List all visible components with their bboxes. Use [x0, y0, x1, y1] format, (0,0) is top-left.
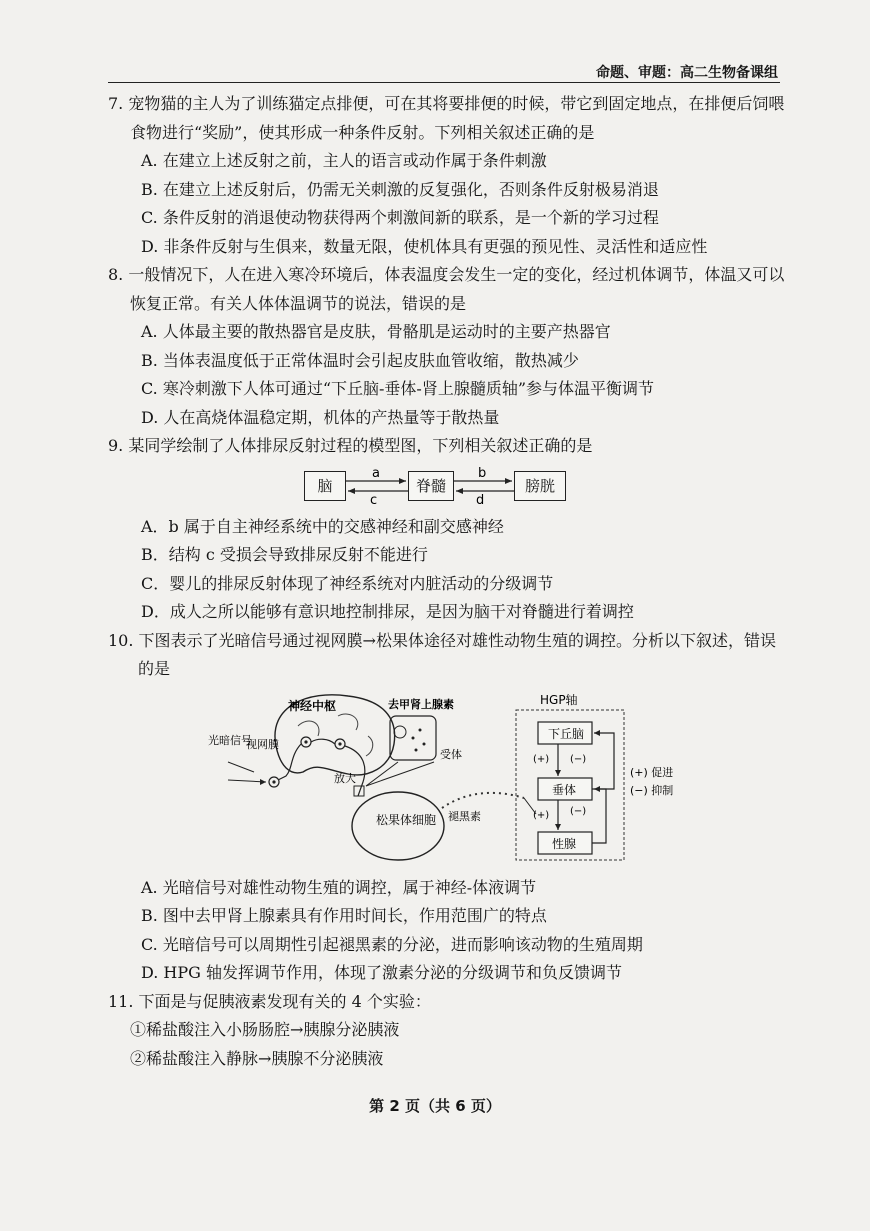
hgp-axis-label: HGP轴: [540, 692, 578, 707]
question-8-option-c: C. 寒冷刺激下人体可通过“下丘脑-垂体-肾上腺髓质轴”参与体温平衡调节: [141, 379, 655, 398]
question-11-stem: 11. 下面是与促胰液素发现有关的 4 个实验：: [108, 991, 431, 1011]
arrow-label-c: c: [370, 492, 378, 507]
question-8-stem: 8. 一般情况下，人在进入寒冷环境后，体表温度会发生一定的变化，经过机体调节，体温又可以恢复正常。有关人体体温调节的说法，错误的是: [108, 265, 785, 313]
signal-arrowhead: [260, 779, 266, 785]
question-9-option-a: A．b 属于自主神经系统中的交感神经和副交感神经: [141, 516, 504, 536]
question-7-option-a: A. 在建立上述反射之前，主人的语言或动作属于条件刺激: [141, 151, 547, 170]
plus-label-2: (+): [533, 809, 550, 821]
neuron-nucleus-1: [304, 740, 307, 743]
signal-arrow-1: [228, 762, 254, 772]
question-10-option-a: A. 光暗信号对雄性动物生殖的调控，属于神经-体液调节: [141, 877, 537, 897]
pineal-regulation-figure: [198, 686, 698, 870]
question-11-item-2: ②稀盐酸注入静脉→胰腺不分泌胰液: [130, 1048, 384, 1068]
hypothalamus-label: 下丘脑: [548, 726, 585, 741]
gonad-label: 性腺: [552, 836, 577, 851]
melatonin-label: 褪黑素: [448, 809, 481, 823]
question-7-option-d: D. 非条件反射与生俱来，数量无限，使机体具有更强的预见性、灵活性和适应性: [141, 236, 708, 256]
receptor-label: 受体: [440, 747, 462, 761]
pineal-figure-svg: [198, 686, 698, 870]
retina-cell-nucleus: [272, 780, 275, 783]
question-7: [108, 90, 788, 261]
legend-promote: (+) 促进: [630, 765, 674, 779]
question-9-option-c: C．婴儿的排尿反射体现了神经系统对内脏活动的分级调节: [141, 573, 554, 593]
question-10-option-c: C. 光暗信号可以周期性引起褪黑素的分泌，进而影响该动物的生殖周期: [141, 934, 643, 954]
question-8: [108, 261, 788, 432]
question-11-item-1: ①稀盐酸注入小肠肠腔→胰腺分泌胰液: [130, 1020, 400, 1039]
question-10-option-b: B. 图中去甲肾上腺素具有作用时间长，作用范围广的特点: [141, 906, 547, 925]
question-8-option-b: B. 当体表温度低于正常体温时会引起皮肤血管收缩，散热减少: [141, 350, 579, 370]
melatonin-dots: [442, 792, 524, 807]
legend-inhibit: (−) 抑制: [630, 783, 674, 797]
norepinephrine-label: 去甲肾上腺素: [388, 697, 454, 711]
question-7-stem: 7. 宠物猫的主人为了训练猫定点排便，可在其将要排便的时候，带它到固定地点，在排便后饲喂食物进行“奖励”，使其形成一种条件反射。下列相关叙述正确的是: [108, 94, 785, 142]
question-7-option-b: B. 在建立上述反射后，仍需无关刺激的反复强化，否则条件反射极易消退: [141, 179, 659, 199]
neural-center-label: 神经中枢: [288, 698, 337, 713]
minus-label-1: (−): [570, 753, 587, 765]
arrow-label-b: b: [478, 466, 487, 481]
pineal-cell-label: 松果体细胞: [376, 812, 437, 827]
arrow-label-a: a: [372, 466, 380, 481]
reflex-arrows: [304, 467, 574, 507]
brain-folds: [298, 713, 373, 755]
plus-label-1: (+): [533, 753, 550, 765]
question-8-option-d: D. 人在高烧体温稳定期，机体的产热量等于散热量: [141, 407, 500, 427]
question-9: [108, 432, 788, 627]
header-divider: [108, 82, 780, 83]
light-signal-label: 光暗信号: [208, 733, 252, 747]
question-10-stem: 10. 下图表示了光暗信号通过视网膜→松果体途径对雄性动物生殖的调控。分析以下叙述，错误的是: [108, 630, 776, 678]
arrow-label-d: d: [476, 492, 485, 507]
pituitary-label: 垂体: [552, 782, 577, 797]
header-authors: 命题、审题：高二生物备课组: [596, 65, 778, 81]
page-number: 第 2 页（共 6 页）: [369, 1097, 501, 1115]
neuron-nucleus-2: [338, 742, 341, 745]
retina-label: 视网膜: [246, 737, 279, 751]
question-7-option-c: C. 条件反射的消退使动物获得两个刺激间新的联系，是一个新的学习过程: [141, 208, 659, 227]
minus-label-2: (−): [570, 805, 587, 817]
question-8-option-a: A. 人体最主要的散热器官是皮肤，骨骼肌是运动时的主要产热器官: [141, 322, 611, 341]
amplify-label: 放大: [334, 771, 356, 785]
bladder-box: 膀胱: [514, 471, 566, 501]
question-9-option-b: B．结构 c 受损会导致排尿反射不能进行: [141, 545, 428, 564]
question-content: [108, 90, 788, 1073]
zoom-line-2: [366, 762, 434, 786]
reflex-diagram: [304, 467, 574, 507]
question-10-option-d: D. HPG 轴发挥调节作用，体现了激素分泌的分级调节和负反馈调节: [141, 963, 623, 982]
vesicle-icon: [394, 726, 406, 738]
spinal-cord-box: 脊髓: [408, 471, 454, 501]
question-10: [108, 627, 788, 988]
question-9-option-d: D．成人之所以能够有意识地控制排尿，是因为脑干对脊髓进行着调控: [141, 602, 634, 621]
question-11: [108, 988, 788, 1074]
question-9-stem: 9. 某同学绘制了人体排尿反射过程的模型图，下列相关叙述正确的是: [108, 436, 593, 455]
brain-box: 脑: [304, 471, 346, 501]
